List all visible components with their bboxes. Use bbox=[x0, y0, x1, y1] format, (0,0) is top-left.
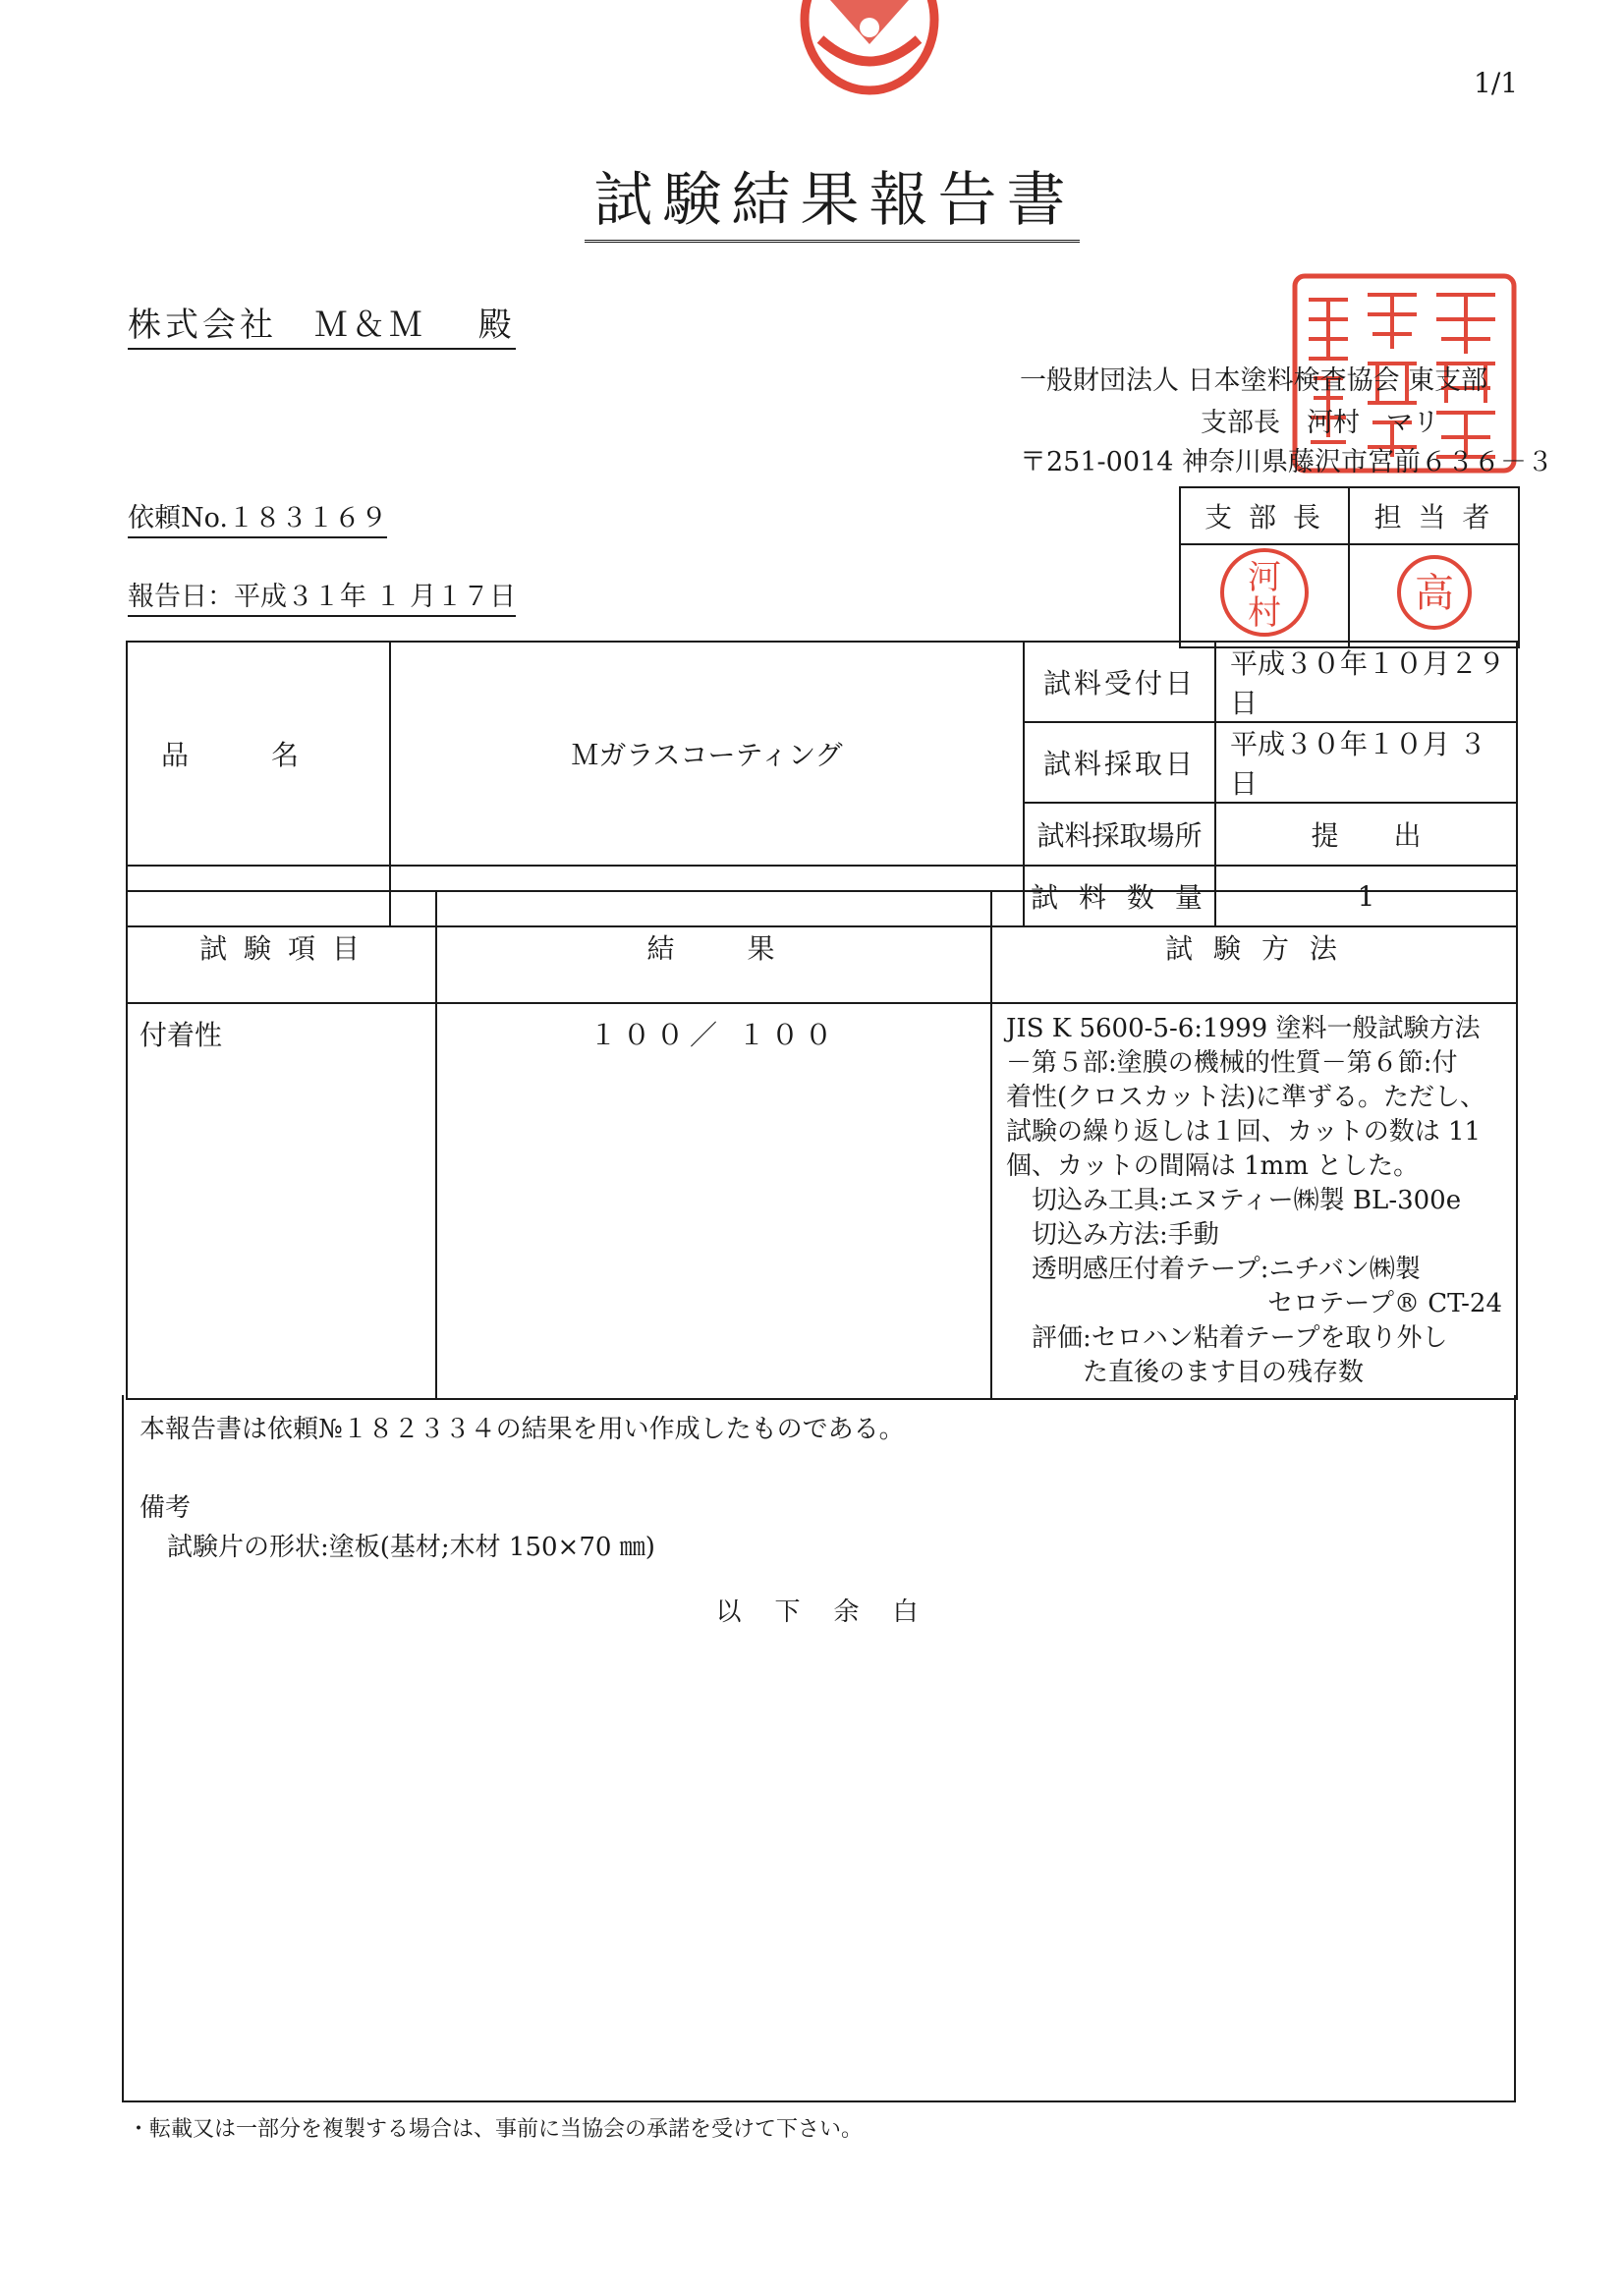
test-result: １００／ １００ bbox=[436, 1003, 991, 1399]
method-line: 評価:セロハン粘着テープを取り外し bbox=[1006, 1323, 1448, 1353]
svg-text:高: 高 bbox=[1414, 571, 1454, 616]
issuer-manager: 支部長 河村 マリ bbox=[1201, 408, 1439, 438]
remarks-box bbox=[122, 1395, 1516, 2102]
sampling-date: 平成３０年１０月 ３ 日 bbox=[1215, 722, 1517, 803]
method-line: JIS K 5600-5-6:1999 塗料一般試験方法 bbox=[1006, 1014, 1481, 1043]
sampling-place: 提 出 bbox=[1215, 803, 1517, 866]
end-mark: 以 下 余 白 bbox=[715, 1597, 923, 1627]
issuer-organization: 一般財団法人 日本塗料検査協会 東支部 bbox=[1020, 365, 1488, 396]
branch-manager-label: 支 部 長 bbox=[1180, 487, 1349, 544]
received-date-label: 試料受付日 bbox=[1024, 642, 1215, 722]
footer-note: ・転載又は一部分を複製する場合は、事前に当協会の承諾を受けて下さい。 bbox=[128, 2117, 864, 2142]
product-name: Ｍガラスコーティング bbox=[390, 642, 1024, 866]
received-date: 平成３０年１０月２９日 bbox=[1215, 642, 1517, 722]
specimen-shape: 試験片の形状:塗板(基材;木材 150×70 ㎜) bbox=[167, 1533, 655, 1562]
product-label: 品 名 bbox=[127, 642, 390, 866]
method-line: た直後のます目の残存数 bbox=[1006, 1358, 1365, 1387]
request-number: 依頼No.１８３１６９ bbox=[128, 496, 387, 538]
method-line: 切込み方法:手動 bbox=[1006, 1220, 1219, 1250]
page-number: 1/1 bbox=[1474, 67, 1519, 99]
manager-seal-cell bbox=[1180, 544, 1349, 647]
person-seal bbox=[1393, 551, 1476, 634]
quantity-value: 1 bbox=[1215, 866, 1517, 926]
issuer-address: 〒251-0014 神奈川県藤沢市宮前６３６－３ bbox=[1020, 447, 1553, 477]
col-item-header: 試 験 項 目 bbox=[127, 891, 436, 1003]
svg-text:村: 村 bbox=[1248, 593, 1281, 633]
test-method bbox=[991, 1003, 1517, 1399]
sampling-date-label: 試料採取日 bbox=[1024, 722, 1215, 803]
method-line: セロテープ® CT-24 bbox=[1267, 1289, 1502, 1318]
approval-box bbox=[1179, 486, 1520, 648]
results-table bbox=[126, 890, 1518, 1400]
person-seal-cell bbox=[1349, 544, 1519, 647]
quantity-label: 試 料 数 量 bbox=[1024, 866, 1215, 926]
document-title: 試験結果報告書 bbox=[0, 165, 1624, 243]
method-line: 着性(クロスカット法)に準ずる。ただし、 bbox=[1006, 1083, 1486, 1112]
addressee: 株式会社 Ｍ＆Ｍ 殿 bbox=[128, 298, 516, 350]
sampling-place-label: 試料採取場所 bbox=[1024, 803, 1215, 866]
method-line: 切込み工具:エヌティー㈱製 BL-300e bbox=[1006, 1186, 1462, 1215]
person-in-charge-label: 担 当 者 bbox=[1349, 487, 1519, 544]
method-line: 個、カットの間隔は 1mm とした。 bbox=[1006, 1151, 1420, 1181]
report-date: 報告日：平成３１年 １ 月１７日 bbox=[128, 575, 516, 617]
top-seal-image bbox=[791, 0, 948, 100]
method-line: 試験の繰り返しは１回、カットの数は 11 bbox=[1006, 1117, 1482, 1147]
manager-seal bbox=[1217, 545, 1312, 640]
method-line: －第５部:塗膜の機械的性質－第６節:付 bbox=[1006, 1048, 1458, 1078]
method-line: 透明感圧付着テープ:ニチバン㈱製 bbox=[1006, 1255, 1421, 1284]
basis-note: 本報告書は依頼№１８２３３４の結果を用い作成したものである。 bbox=[140, 1415, 905, 1444]
sample-info-table bbox=[126, 641, 1518, 927]
remarks-label: 備考 bbox=[140, 1493, 192, 1523]
col-result-header: 結 果 bbox=[436, 891, 991, 1003]
test-item: 付着性 bbox=[127, 1003, 436, 1399]
svg-text:河: 河 bbox=[1248, 558, 1281, 597]
col-method-header: 試 験 方 法 bbox=[991, 891, 1517, 1003]
